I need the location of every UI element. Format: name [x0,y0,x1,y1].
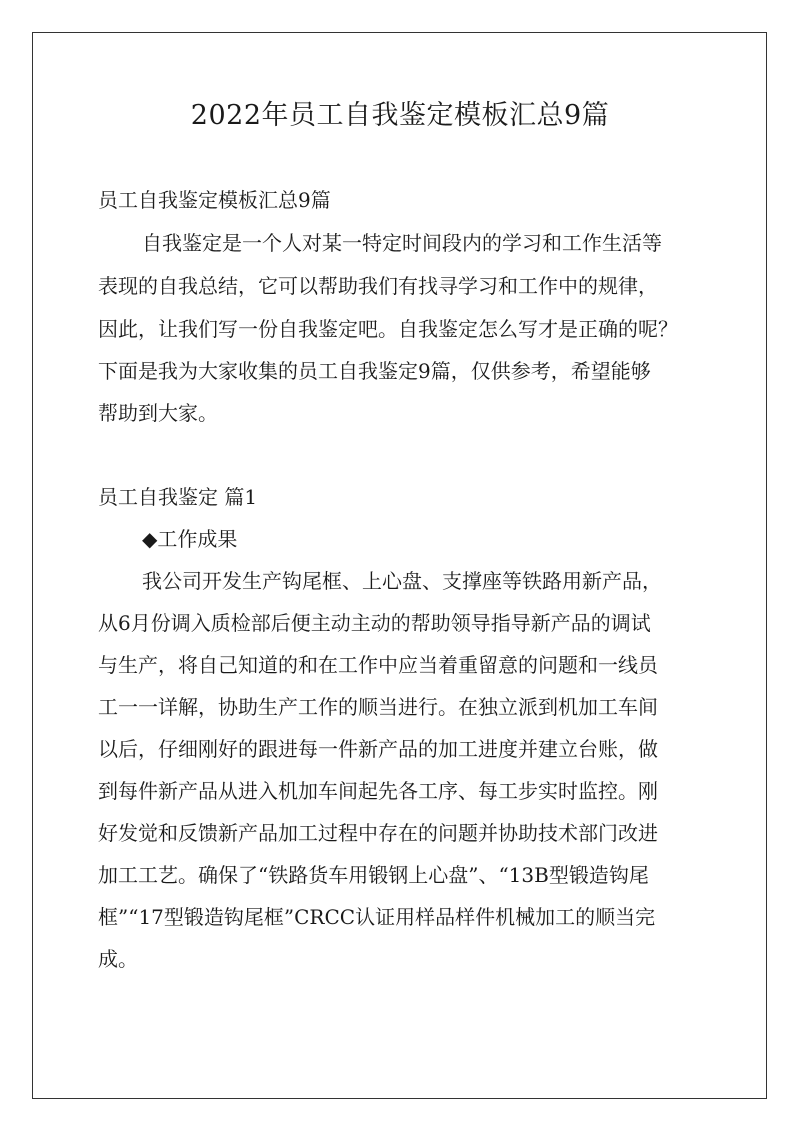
body-line: 到每件新产品从进入机加车间起先各工序、每工步实时监控。刚 [98,779,658,803]
body-line: 加工工艺。确保了“铁路货车用锻钢上心盘”、“13B型锻造钩尾 [98,863,649,887]
body-line: 我公司开发生产钩尾框、上心盘、支撑座等铁路用新产品， [142,569,662,593]
intro-line: 下面是我为大家收集的员工自我鉴定9篇，仅供参考，希望能够 [98,359,651,383]
body-line: 好发觉和反馈新产品加工过程中存在的问题并协助技术部门改进 [98,821,658,845]
body-line: 成。 [98,947,138,971]
body-line: 从6月份调入质检部后便主动主动的帮助领导指导新产品的调试 [98,611,651,635]
body-line: 框”“17型锻造钩尾框”CRCC认证用样品样件机械加工的顺当完 [98,905,656,929]
bullet-heading: ◆工作成果 [142,527,238,551]
body-line: 以后，仔细刚好的跟进每一件新产品的加工进度并建立台账，做 [98,737,658,761]
body-line: 工一一详解，协助生产工作的顺当进行。在独立派到机加工车间 [98,695,658,719]
intro-line: 自我鉴定是一个人对某一特定时间段内的学习和工作生活等 [142,231,662,255]
body-line: 与生产，将自己知道的和在工作中应当着重留意的问题和一线员 [98,653,658,677]
document-subtitle: 员工自我鉴定模板汇总9篇 [98,188,331,212]
intro-line: 帮助到大家。 [98,401,218,425]
intro-line: 因此，让我们写一份自我鉴定吧。自我鉴定怎么写才是正确的呢？ [98,317,678,341]
section-heading: 员工自我鉴定 篇1 [98,485,258,509]
intro-line: 表现的自我总结，它可以帮助我们有找寻学习和工作中的规律， [98,274,658,298]
document-title: 2022年员工自我鉴定模板汇总9篇 [190,100,610,131]
